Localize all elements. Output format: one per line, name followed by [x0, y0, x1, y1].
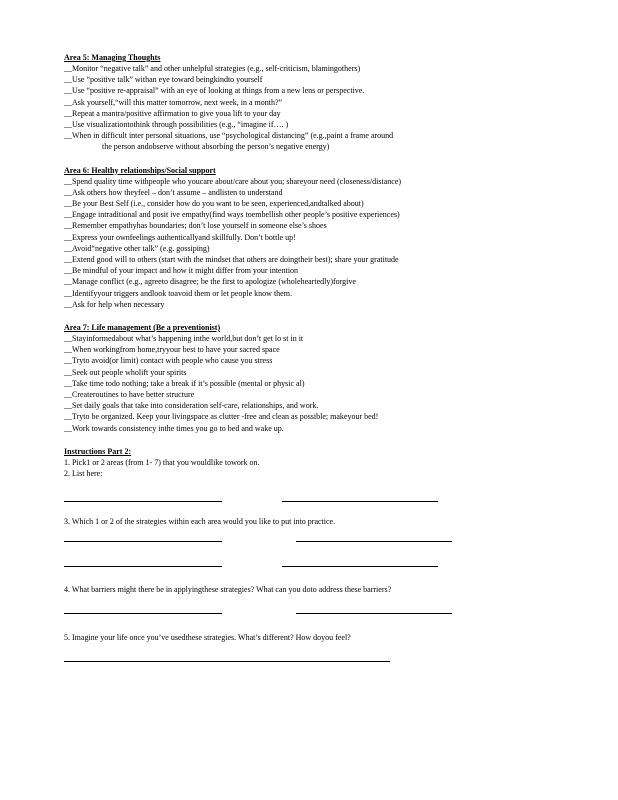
area7-heading: Area 7: Life management (Be a preventionist) [64, 323, 221, 333]
area5-item: __Monitor “negative talk” and other unhelpful strategies (e.g., self-criticism, blamingothers) [64, 64, 361, 73]
answer-blank[interactable] [282, 566, 438, 567]
instructions-section [64, 446, 584, 662]
question-4: 4. What barriers might there be in applyingthese strategies? What can you doto address these barriers? [64, 584, 392, 594]
area5-item: __Use “positive talk” withan eye toward beingkindto yourself [64, 75, 263, 85]
answer-row [64, 613, 584, 614]
area5-item: __Ask yourself,“will this matter tomorrow, next week, in a month?” [64, 97, 283, 107]
area6-section [64, 165, 584, 310]
area7-item: __Set daily goals that take into consideration self-care, relationships, and work. [64, 401, 319, 411]
area7-item: __When workingfrom home,tryyour best to have your sacred space [64, 345, 280, 355]
area7-item: __Createroutines to have better structure [64, 390, 195, 400]
area5-heading: Area 5: Managing Thoughts [64, 53, 161, 62]
answer-row [64, 501, 584, 502]
area6-item: __Avoid“negative other talk” (e.g. gossiping) [64, 243, 210, 253]
answer-row [64, 661, 584, 662]
area6-item: __Extend good will to others (start with the mindset that others are doingtheir best); share your gratitude [64, 255, 399, 265]
area6-item: __Remember empathyhas boundaries; don’t lose yourself in someone else’s shoes [64, 221, 327, 231]
area5-item-continued: the person andobserve without absorbing the person’s negative energy) [102, 142, 330, 152]
area6-item: __Ask for help when necessary [64, 299, 165, 309]
answer-blank[interactable] [64, 566, 222, 567]
answer-blank[interactable] [296, 541, 452, 542]
question-5: 5. Imagine your life once you’ve usedthese strategies. What’s different? How doyou feel? [64, 632, 351, 642]
answer-blank[interactable] [282, 501, 438, 502]
area7-section [64, 322, 584, 434]
area6-item: __Be your Best Self (i.e., consider how do you want to be seen, experienced,andtalked about) [64, 199, 364, 209]
instruction-step-2: 2. List here: [64, 468, 103, 478]
area6-item: __Engage intraditional and posit ive empathy(find ways toembellish other people’s positive experiences) [64, 210, 400, 220]
area6-heading: Area 6: Healthy relationships/Social support [64, 165, 216, 175]
area6-item: __Be mindful of your impact and how it might differ from your intention [64, 266, 299, 276]
area6-item: __Identifyyour triggers andlook toavoid them or let people know them. [64, 288, 292, 298]
area5-item: __Use visualizationtothink through possibilities (e.g., “imagine if…. ) [64, 120, 289, 130]
area6-item: __Manage conflict (e.g., agreeto disagree; be the first to apologize (wholeheartedly)forgive [64, 277, 356, 287]
answer-row [64, 541, 584, 542]
area6-item: __Spend quality time withpeople who youcare about/care about you; shareyour need (closeness/distance) [64, 176, 402, 186]
question-3: 3. Which 1 or 2 of the strategies within each area would you like to put into practice. [64, 516, 336, 526]
answer-blank[interactable] [64, 501, 222, 502]
answer-blank[interactable] [64, 613, 222, 614]
area7-item: __Take time todo nothing; take a break if it’s possible (mental or physic al) [64, 378, 305, 388]
area5-item: __When in difficult inter personal situations, use “psychological distancing” (e.g.,paint a frame around [64, 131, 394, 141]
area5-section [64, 52, 584, 153]
answer-blank[interactable] [296, 613, 452, 614]
instructions-heading: Instructions Part 2: [64, 446, 132, 456]
area7-item: __Work towards consistency inthe times you go to bed and wake up. [64, 423, 284, 433]
area7-item: __Tryto avoid(or limit) contact with people who cause you stress [64, 356, 273, 366]
answer-blank[interactable] [64, 661, 390, 662]
instruction-step-1: 1. Pick1 or 2 areas (from 1- 7) that you wouldlike towork on. [64, 457, 260, 467]
area6-item: __Ask others how theyfeel – don’t assume – andlisten to understand [64, 187, 283, 197]
answer-blank[interactable] [64, 541, 222, 542]
worksheet-page [64, 52, 584, 674]
area7-item: __Seek out people wholift your spirits [64, 367, 187, 377]
area6-item: __Express your ownfeelings authenticallyand skillfully. Don’t bottle up! [64, 232, 296, 242]
area5-item: __Use “positive re-appraisal” with an eye of looking at things from a new lens or perspective. [64, 86, 365, 96]
answer-row [64, 566, 584, 567]
area7-item: __Stayinformedabout what’s happening inthe world,but don’t get lo st in it [64, 334, 304, 344]
area5-item: __Repeat a mantra/positive affirmation to give youa lift to your day [64, 108, 281, 118]
area7-item: __Tryto be organized. Keep your livingspace as clutter -free and clean as possible; makeyour bed! [64, 412, 379, 422]
